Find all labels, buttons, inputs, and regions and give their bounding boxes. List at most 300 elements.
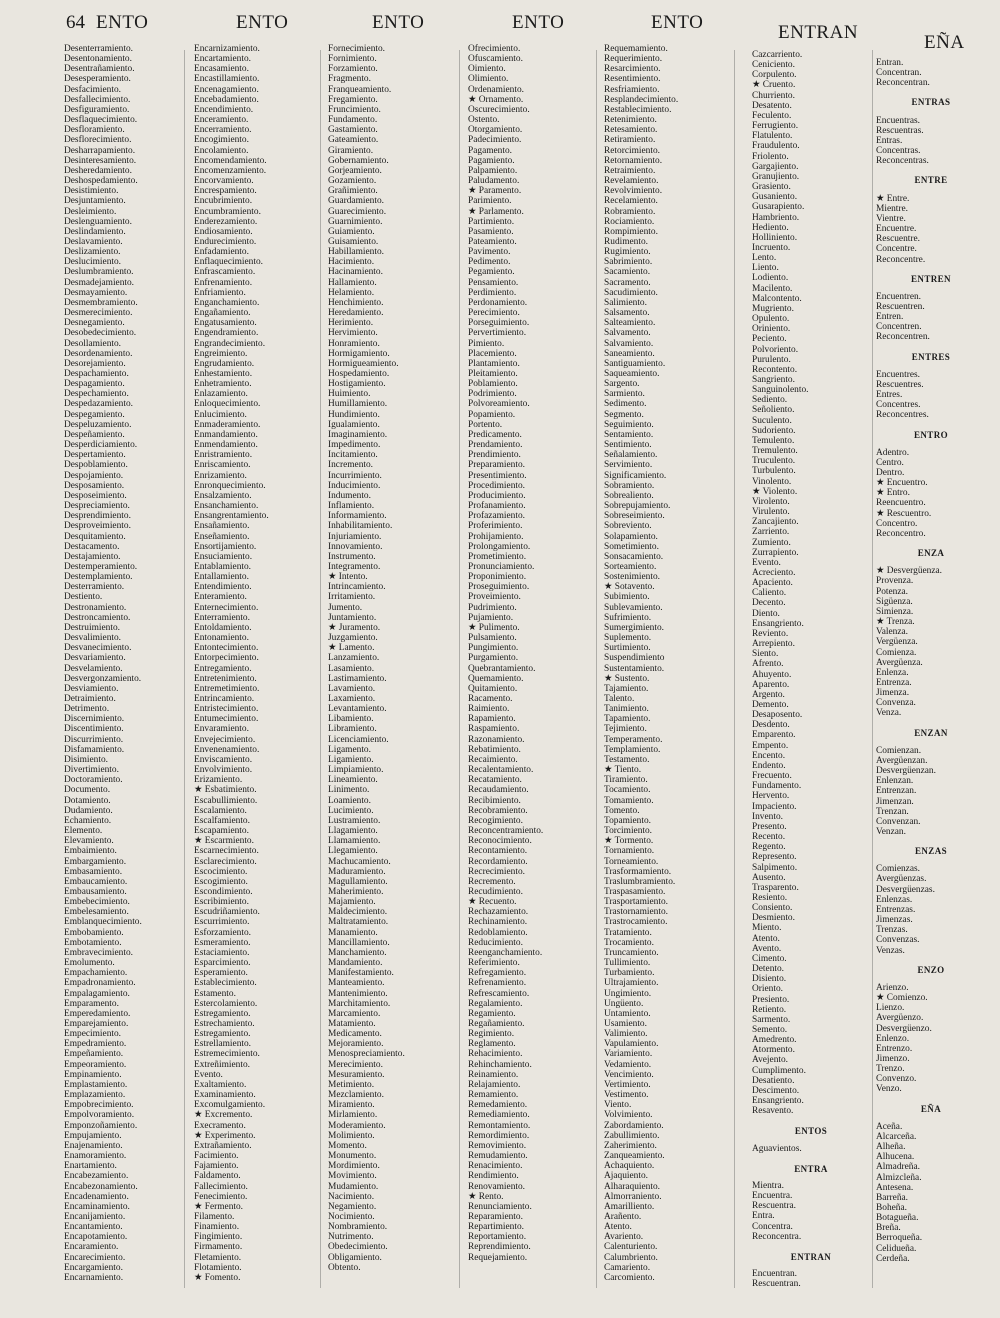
word-entry: Despedazamiento. bbox=[64, 399, 133, 410]
word-entry: Hervimiento. bbox=[328, 328, 378, 339]
word-entry: Tremulento. bbox=[752, 446, 798, 457]
word-entry: Encastillamiento. bbox=[194, 74, 260, 85]
word-entry: ★ Intento. bbox=[328, 572, 368, 583]
word-entry: ★ Fermento. bbox=[194, 1201, 244, 1212]
word-entry: Antesena. bbox=[876, 1182, 914, 1193]
section-heading: ENTRES bbox=[911, 351, 951, 362]
word-entry: Escalamiento. bbox=[194, 805, 247, 816]
word-entry: Amarilliento. bbox=[604, 1201, 655, 1212]
word-entry: Ensalzamiento. bbox=[194, 490, 252, 501]
word-entry: Reconcentramiento. bbox=[468, 826, 544, 837]
word-entry: Desharrapamiento. bbox=[64, 145, 136, 156]
word-entry: Reconcentran. bbox=[876, 78, 930, 89]
word-entry: Entendimiento. bbox=[194, 582, 252, 593]
word-entry: Estercolamiento. bbox=[194, 998, 258, 1009]
word-entry: ★ Fomento. bbox=[194, 1272, 241, 1283]
word-entry: Arrepiento. bbox=[752, 639, 795, 650]
word-entry: Palpamiento. bbox=[468, 165, 518, 176]
word-entry: Procedimiento. bbox=[468, 480, 526, 491]
word-entry: Machucamiento. bbox=[328, 856, 391, 867]
word-entry: Encuentre. bbox=[876, 224, 917, 235]
word-entry: Diento. bbox=[752, 608, 780, 619]
word-entry: Levantamiento. bbox=[328, 704, 387, 715]
word-entry: Segmento. bbox=[604, 409, 644, 420]
word-entry: Repartimiento. bbox=[468, 1222, 524, 1233]
word-column-5 bbox=[604, 44, 732, 1283]
word-entry: Hormigueamiento. bbox=[328, 358, 399, 369]
word-entry: Encubrimiento. bbox=[194, 196, 253, 207]
word-entry: Regamiento. bbox=[468, 1008, 516, 1019]
word-entry: Suspendimiento bbox=[604, 653, 665, 664]
word-entry: Untamiento. bbox=[604, 1008, 651, 1019]
word-entry: Invento. bbox=[752, 811, 783, 822]
word-entry: Destiento. bbox=[64, 592, 103, 603]
word-entry: Reviento. bbox=[752, 628, 789, 639]
word-entry: Henchimiento. bbox=[328, 297, 384, 308]
word-entry: ★ Sustento. bbox=[604, 673, 650, 684]
word-entry: Regañamiento. bbox=[468, 1019, 525, 1029]
word-entry: Despeluzamiento. bbox=[64, 419, 132, 430]
word-entry: Represento. bbox=[752, 852, 797, 863]
word-entry: Quitamiento. bbox=[468, 683, 518, 694]
word-entry: ★ Tiento. bbox=[604, 765, 642, 776]
word-entry: Convenza. bbox=[876, 698, 916, 709]
word-entry: Trenzas. bbox=[876, 925, 908, 936]
word-entry: Detrimento. bbox=[64, 704, 110, 715]
word-entry: Sentimiento. bbox=[604, 440, 652, 451]
word-entry: Encabezamiento. bbox=[64, 1171, 129, 1182]
word-entry: Desmembramiento. bbox=[64, 297, 138, 308]
word-entry: Ensañamiento. bbox=[194, 521, 250, 532]
word-entry: Argento. bbox=[752, 689, 785, 700]
word-entry: Amedrento. bbox=[752, 1035, 797, 1046]
word-entry: Discentimiento. bbox=[64, 724, 124, 735]
word-entry: ★ Comienzo. bbox=[876, 993, 928, 1004]
word-entry: Turbamiento. bbox=[604, 968, 655, 979]
word-entry: Sometimiento. bbox=[604, 541, 659, 552]
word-entry: Rugimiento. bbox=[604, 247, 651, 258]
word-entry: Apaciento. bbox=[752, 578, 793, 589]
word-entry: Enceramiento. bbox=[194, 115, 249, 126]
word-entry: Entra. bbox=[752, 1211, 775, 1222]
word-entry: Talento. bbox=[604, 694, 635, 704]
word-entry: Botagueña. bbox=[876, 1213, 919, 1224]
word-entry: Pujamiento. bbox=[468, 612, 514, 623]
word-entry: Esclarecimiento. bbox=[194, 856, 257, 867]
word-entry: Embebecimiento. bbox=[64, 897, 130, 908]
word-entry: Inducimiento. bbox=[328, 480, 381, 491]
word-entry: Centro. bbox=[876, 457, 904, 468]
word-entry: Opulento. bbox=[752, 314, 790, 325]
word-entry: Jimenzan. bbox=[876, 796, 914, 807]
word-entry: Recordamiento. bbox=[468, 856, 528, 867]
word-entry: Oimiento. bbox=[468, 64, 506, 75]
word-entry: Encomendamiento. bbox=[194, 155, 267, 166]
word-entry: Remordimiento. bbox=[468, 1130, 530, 1141]
word-entry: ★ Excremento. bbox=[194, 1110, 253, 1121]
word-entry: Afrento. bbox=[752, 659, 784, 670]
word-entry: Remamiento. bbox=[468, 1090, 519, 1101]
word-entry: ★ Desvergüenza. bbox=[876, 566, 943, 577]
word-entry: Desinteresamiento. bbox=[64, 155, 137, 166]
word-entry: Empecimiento. bbox=[64, 1029, 122, 1040]
word-entry: Comienza. bbox=[876, 647, 917, 658]
word-entry: Enmandamiento. bbox=[194, 429, 258, 440]
word-entry: Destajamiento. bbox=[64, 551, 121, 562]
word-entry: Limpiamiento. bbox=[328, 765, 384, 776]
word-entry: Pleitamiento. bbox=[468, 369, 518, 379]
word-entry: Atento. bbox=[752, 933, 780, 944]
word-entry: Desterramiento. bbox=[64, 582, 125, 593]
column-rule bbox=[320, 50, 321, 1288]
word-entry: Presento. bbox=[752, 821, 787, 832]
word-entry: Tratamiento. bbox=[604, 927, 652, 938]
word-entry: Sedimento. bbox=[604, 399, 647, 410]
word-entry: Endento. bbox=[752, 760, 786, 771]
word-entry: Entumecimiento. bbox=[194, 714, 259, 725]
word-entry: Sobramiento. bbox=[604, 480, 655, 491]
word-entry: Enlazamiento. bbox=[194, 389, 248, 400]
word-entry: Impedimento. bbox=[328, 440, 381, 451]
word-entry: Escudriñamiento. bbox=[194, 907, 260, 918]
word-entry: Resiento. bbox=[752, 892, 788, 903]
word-entry: Encabezonamiento. bbox=[64, 1181, 138, 1192]
word-entry: Pavimento. bbox=[468, 247, 511, 258]
word-entry: Enfadamiento. bbox=[194, 247, 249, 258]
word-entry: Mezclamiento. bbox=[328, 1090, 384, 1101]
word-entry: Deslizamiento. bbox=[64, 247, 121, 258]
word-entry: Avergüenza. bbox=[876, 657, 923, 668]
word-entry: Despeñamiento. bbox=[64, 429, 125, 440]
word-entry: Encaramiento. bbox=[64, 1242, 119, 1253]
word-entry: Viento. bbox=[604, 1100, 632, 1111]
word-entry: Disimiento. bbox=[64, 754, 109, 765]
word-entry: ★ Trenza. bbox=[876, 617, 915, 628]
word-entry: Mantenimiento. bbox=[328, 988, 388, 999]
word-entry: Engrandecimiento. bbox=[194, 338, 266, 349]
word-entry: Empachamiento. bbox=[64, 968, 128, 979]
word-entry: Extreñimiento. bbox=[194, 1059, 250, 1070]
word-entry: Pagamento. bbox=[468, 145, 513, 156]
word-entry: Profanamiento. bbox=[468, 501, 526, 512]
word-entry: Embaucamiento. bbox=[64, 876, 128, 887]
word-entry: Sacramento. bbox=[604, 277, 651, 288]
word-entry: Engreimiento. bbox=[194, 348, 248, 359]
word-entry: Tomamiento. bbox=[604, 795, 654, 806]
word-entry: Forzamiento. bbox=[328, 64, 378, 75]
word-entry: Encarnamiento. bbox=[64, 1272, 124, 1283]
word-entry: Preparamiento. bbox=[468, 460, 526, 471]
word-entry: Pagamiento. bbox=[468, 155, 515, 166]
word-entry: Elevamiento. bbox=[64, 836, 114, 847]
word-entry: Nocimiento. bbox=[328, 1211, 375, 1222]
word-entry: Avergüenzo. bbox=[876, 1013, 924, 1024]
word-entry: Empujamiento. bbox=[64, 1130, 122, 1141]
word-entry: Trocamiento. bbox=[604, 937, 654, 948]
section-heading: ENTRO bbox=[913, 429, 948, 440]
word-entry: Salvamiento. bbox=[604, 338, 654, 349]
word-entry: Estamento. bbox=[194, 988, 236, 999]
word-entry: Enderezamiento. bbox=[194, 216, 258, 227]
word-entry: Envenenamiento. bbox=[194, 744, 260, 755]
word-entry: Erizamiento. bbox=[194, 775, 243, 786]
word-entry: Exaltamiento. bbox=[194, 1079, 247, 1090]
word-entry: ★ Esbatimiento. bbox=[194, 785, 257, 796]
word-entry: Desvanecimiento. bbox=[64, 643, 132, 654]
word-entry: Alheña. bbox=[876, 1142, 906, 1153]
column-rule bbox=[184, 50, 185, 1288]
word-entry: Desvergonzamiento. bbox=[64, 673, 142, 684]
word-entry: Encendimiento. bbox=[194, 104, 254, 115]
word-entry: Macilento. bbox=[752, 283, 793, 294]
word-entry: Enterramiento. bbox=[194, 612, 250, 623]
word-entry: Finamiento. bbox=[194, 1222, 240, 1233]
word-entry: Convenzas. bbox=[876, 935, 920, 946]
word-entry: Retiento. bbox=[752, 1004, 787, 1015]
word-entry: Endiosamiento. bbox=[194, 226, 253, 237]
word-entry: Hervento. bbox=[752, 791, 790, 802]
word-entry: Destacamento. bbox=[64, 541, 120, 552]
word-entry: Lineamiento. bbox=[328, 775, 378, 786]
word-entry: Gozamiento. bbox=[328, 176, 377, 187]
word-entry: Guardamiento. bbox=[328, 196, 384, 207]
word-entry: Jimenzo. bbox=[876, 1053, 910, 1064]
word-entry: Venzo. bbox=[876, 1084, 902, 1095]
word-entry: Robramiento. bbox=[604, 206, 656, 217]
word-entry: Solapamiento. bbox=[604, 531, 658, 542]
word-entry: Perdonamiento. bbox=[468, 297, 528, 308]
word-entry: Ungüento. bbox=[604, 998, 644, 1009]
word-entry: Concentras. bbox=[876, 146, 921, 157]
word-entry: Facimiento. bbox=[194, 1151, 239, 1162]
word-entry: Moderamiento. bbox=[328, 1120, 386, 1131]
word-entry: Sorteamiento. bbox=[604, 561, 657, 572]
word-entry: Enternecimiento. bbox=[194, 602, 259, 613]
word-entry: Enfrascamiento. bbox=[194, 267, 256, 278]
word-entry: Arienzo. bbox=[876, 982, 909, 993]
column-header-7: EÑA bbox=[924, 32, 965, 53]
word-entry: ★ Lamento. bbox=[328, 643, 375, 654]
word-entry: Despertamiento. bbox=[64, 450, 126, 461]
word-entry: Enmendamiento. bbox=[194, 440, 258, 451]
word-entry: Remontamiento. bbox=[468, 1120, 531, 1131]
word-entry: Encanijamiento. bbox=[64, 1211, 126, 1222]
word-entry: Grañimiento. bbox=[328, 186, 378, 197]
word-entry: Significamiento. bbox=[604, 470, 667, 481]
word-entry: Encrespamiento. bbox=[194, 186, 257, 197]
word-entry: Aguavientos. bbox=[752, 1143, 802, 1154]
word-entry: Zabordamiento. bbox=[604, 1120, 664, 1131]
word-entry: Proponimiento. bbox=[468, 572, 527, 583]
word-entry: Pensamiento. bbox=[468, 277, 519, 288]
word-entry: Menospreciamiento. bbox=[328, 1049, 405, 1060]
word-entry: Llamamiento. bbox=[328, 836, 381, 847]
word-entry: Venza. bbox=[876, 708, 902, 719]
word-entry: Retesamiento. bbox=[604, 125, 658, 136]
word-entry: Desnegamiento. bbox=[64, 318, 125, 329]
word-entry: Encebadamiento. bbox=[194, 94, 259, 105]
word-entry: Reducimiento. bbox=[468, 937, 523, 948]
word-entry: Momento. bbox=[328, 1140, 367, 1151]
word-entry: Lavamiento. bbox=[328, 683, 376, 694]
word-entry: Estregamiento. bbox=[194, 1008, 251, 1019]
word-entry: Matamiento. bbox=[328, 1019, 376, 1029]
word-entry: Semento. bbox=[752, 1025, 788, 1035]
word-entry: Achaquiento. bbox=[604, 1161, 655, 1172]
word-entry: Firmamento. bbox=[194, 1242, 243, 1253]
word-entry: Aceña. bbox=[876, 1121, 903, 1132]
word-entry: Empalagamiento. bbox=[64, 988, 130, 999]
word-entry: ★ Parlamento. bbox=[468, 206, 524, 217]
word-entry: Tejimiento. bbox=[604, 724, 647, 735]
word-entry: ★ Escarmiento. bbox=[194, 836, 254, 847]
word-entry: Entran. bbox=[876, 58, 904, 68]
word-entry: Usamiento. bbox=[604, 1019, 647, 1029]
word-entry: Vientre. bbox=[876, 213, 906, 224]
word-entry: Saqueamiento. bbox=[604, 369, 660, 379]
word-entry: Maduramiento. bbox=[328, 866, 386, 877]
word-entry: Vedamiento. bbox=[604, 1059, 652, 1070]
word-entry: Examinamiento. bbox=[194, 1090, 256, 1101]
word-entry: Lasamiento. bbox=[328, 663, 375, 674]
word-entry: Encento. bbox=[752, 750, 786, 761]
word-entry: Entretenimiento. bbox=[194, 673, 257, 684]
word-entry: Retiramiento. bbox=[604, 135, 656, 146]
word-entry: Zurrapiento. bbox=[752, 547, 799, 558]
word-entry: Prendamiento. bbox=[468, 440, 523, 451]
word-entry: Escurrimiento. bbox=[194, 917, 250, 928]
word-entry: Tajamiento. bbox=[604, 683, 649, 694]
word-entry: Licenciamiento. bbox=[328, 734, 389, 745]
word-entry: Libramiento. bbox=[328, 724, 377, 735]
word-entry: Topamiento. bbox=[604, 815, 651, 826]
word-entry: Mandamiento. bbox=[328, 958, 383, 969]
word-entry: Ensangriento. bbox=[752, 1096, 804, 1107]
word-entry: Reconcentres. bbox=[876, 410, 929, 421]
word-entry: Celidueña. bbox=[876, 1243, 917, 1254]
word-entry: Deslumbramiento. bbox=[64, 267, 134, 278]
word-entry: Mientre. bbox=[876, 203, 909, 214]
word-entry: Reinamiento. bbox=[468, 1069, 519, 1080]
word-entry: Tocamiento. bbox=[604, 785, 651, 796]
word-entry: ★ Tormento. bbox=[604, 836, 654, 847]
word-entry: Encartamiento. bbox=[194, 54, 252, 65]
word-entry: Maldecimiento. bbox=[328, 907, 388, 918]
word-entry: Almadreña. bbox=[876, 1162, 920, 1173]
word-entry: Sabrimiento. bbox=[604, 257, 653, 268]
word-entry: Lodiento. bbox=[752, 273, 789, 284]
word-entry: Refregamiento. bbox=[468, 968, 527, 979]
word-entry: Fundamento. bbox=[328, 115, 378, 126]
word-entry: Encumbramiento. bbox=[194, 206, 261, 217]
word-entry: Enlucimiento. bbox=[194, 409, 247, 420]
word-entry: Lienzo. bbox=[876, 1003, 905, 1014]
word-entry: Laxamiento. bbox=[328, 694, 376, 704]
word-entry: Estrellamiento. bbox=[194, 1039, 252, 1050]
word-entry: Execramento. bbox=[194, 1120, 246, 1131]
word-entry: Restablecimiento. bbox=[604, 104, 672, 115]
word-entry: Polvoreamiento. bbox=[468, 399, 530, 410]
word-entry: Remedamiento. bbox=[468, 1100, 528, 1111]
word-entry: Señoliento. bbox=[752, 405, 795, 416]
word-entry: Humillamiento. bbox=[328, 399, 388, 410]
word-column-3 bbox=[328, 44, 456, 1273]
word-entry: Trenzan. bbox=[876, 806, 909, 817]
word-entry: Evento. bbox=[752, 557, 781, 568]
word-entry: Retraimiento. bbox=[604, 165, 656, 176]
word-entry: Emparamento. bbox=[64, 998, 119, 1009]
word-entry: Recalentamiento. bbox=[468, 765, 534, 776]
word-entry: Excomulgamiento. bbox=[194, 1100, 266, 1111]
word-entry: Rompimiento. bbox=[604, 226, 658, 237]
word-entry: Encomenzamiento. bbox=[194, 165, 267, 176]
word-entry: Refrescamiento. bbox=[468, 988, 530, 999]
word-entry: Vergüenza. bbox=[876, 637, 918, 648]
word-entry: Entablamiento. bbox=[194, 561, 252, 572]
word-entry: Ensangriento. bbox=[752, 618, 804, 629]
word-entry: Venzan. bbox=[876, 827, 906, 837]
word-entry: Rescuentra. bbox=[752, 1201, 796, 1212]
word-entry: Despechamiento. bbox=[64, 389, 129, 400]
word-entry: Fruncimiento. bbox=[328, 104, 381, 115]
word-entry: Embravecimiento. bbox=[64, 947, 133, 958]
word-entry: Variamiento. bbox=[604, 1049, 653, 1060]
word-entry: Reprendimiento. bbox=[468, 1242, 531, 1253]
word-entry: Flatulento. bbox=[752, 131, 793, 142]
word-entry: Cimento. bbox=[752, 953, 787, 964]
word-entry: Metimiento. bbox=[328, 1079, 375, 1090]
word-entry: Parimiento. bbox=[468, 196, 512, 207]
word-entry: Perecimiento. bbox=[468, 308, 520, 319]
word-entry: Emponzoñamiento. bbox=[64, 1120, 138, 1131]
word-entry: Sufrimiento. bbox=[604, 612, 652, 623]
word-entry: Desflorecimiento. bbox=[64, 135, 132, 146]
word-entry: Ajaquiento. bbox=[604, 1171, 649, 1182]
word-entry: Convenzo. bbox=[876, 1074, 917, 1085]
word-entry: Entorpecimiento. bbox=[194, 653, 259, 664]
word-entry: Avergüenzas. bbox=[876, 874, 927, 885]
column-header-4: ENTO bbox=[512, 12, 565, 33]
word-entry: ★ Cruento. bbox=[752, 80, 796, 91]
word-entry: Tanimiento. bbox=[604, 704, 649, 715]
word-entry: ★ Entre. bbox=[876, 193, 910, 204]
word-list bbox=[752, 50, 870, 1116]
word-entry: Escapamiento. bbox=[194, 826, 249, 837]
word-entry: Hacinamiento. bbox=[328, 267, 383, 278]
word-entry: Trastornamiento. bbox=[604, 907, 668, 918]
word-entry: Recobramiento. bbox=[468, 805, 528, 816]
word-entry: Recontamiento. bbox=[468, 846, 528, 857]
word-entry: Enmaderamiento. bbox=[194, 419, 261, 430]
word-entry: Virulento. bbox=[752, 507, 790, 518]
word-entry: Lustramiento. bbox=[328, 815, 381, 826]
word-entry: Torneamiento. bbox=[604, 856, 659, 867]
word-entry: Demento. bbox=[752, 700, 789, 710]
word-entry: Encarnizamiento. bbox=[194, 44, 260, 54]
word-entry: Requemamiento. bbox=[604, 44, 668, 54]
word-entry: Pudrimiento. bbox=[468, 602, 517, 613]
word-entry: Quemamiento. bbox=[468, 673, 524, 684]
word-entry: Hacimiento. bbox=[328, 257, 375, 268]
word-entry: Desjuntamiento. bbox=[64, 196, 126, 207]
word-entry: Simienza. bbox=[876, 606, 914, 617]
word-entry: Habillamiento. bbox=[328, 247, 384, 258]
word-entry: Desposamiento. bbox=[64, 480, 125, 491]
word-entry: Tomento. bbox=[604, 805, 640, 816]
word-entry: Rendimiento. bbox=[468, 1171, 519, 1182]
word-entry: Retorcimiento. bbox=[604, 145, 660, 156]
word-entry: Porseguimiento. bbox=[468, 318, 530, 329]
